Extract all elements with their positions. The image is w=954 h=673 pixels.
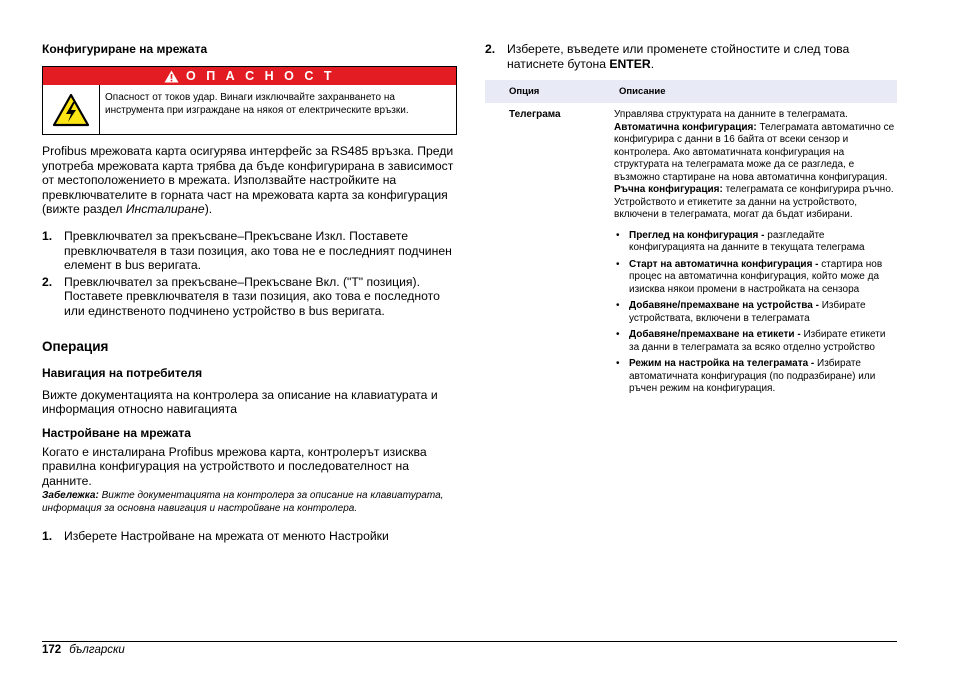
heading-navigation: Навигация на потребителя bbox=[42, 365, 203, 380]
description-text: телеграмата се конфигурира ръчно. Устройството и етикетите за данни на устройството, включени в телеграмата, могат да бъдат избирани. bbox=[614, 184, 894, 221]
intro-text-end: ). bbox=[204, 202, 213, 217]
bullet-text: Избирате етикети за данни в телеграмата за всяко отделно устройство bbox=[629, 329, 886, 353]
bullet-text: Избирате автоматичната конфигурация (по подразбиране) или ръчен режим на конфигурация. bbox=[629, 358, 876, 395]
options-table bbox=[485, 80, 897, 222]
step-text-end: . bbox=[650, 56, 655, 71]
page-number: 172 bbox=[42, 644, 62, 656]
list-item bbox=[614, 300, 897, 325]
step-text: Превключвател за прекъсване–Прекъсване Изкл. Поставете превключвателя в тази позиция, ако това не е последният подчинен елемент в bus веригата. bbox=[64, 228, 452, 273]
step-text: Превключвател за прекъсване–Прекъсване Вкл. ("T" позиция). Поставете превключвателя в тази позиция, ако това е последното или единственото подчинено устройство в bus веригата. bbox=[64, 274, 440, 318]
option-cell: Телеграма bbox=[509, 109, 561, 121]
bullet-icon: • bbox=[616, 258, 620, 270]
heading-configure-network: Конфигуриране на мрежата bbox=[42, 42, 208, 56]
network-setup-text: Когато е инсталирана Profibus мрежова карта, контролерът изисква правилна конфигурация на устройството и последователност на данните. bbox=[42, 444, 427, 488]
column-header-option: Опция bbox=[485, 80, 614, 103]
list-item bbox=[42, 529, 457, 544]
bullet-label: Старт на автоматична конфигурация - bbox=[629, 258, 822, 270]
auto-config-label: Автоматична конфигурация: bbox=[614, 121, 757, 133]
page-footer bbox=[42, 643, 125, 657]
bullet-label: Добавяне/премахване на етикети - bbox=[629, 329, 804, 341]
bullet-text: стартира нов процес на автоматична конфигурация, който може да изисква някои промени в настройката на сензора bbox=[629, 258, 883, 295]
note bbox=[42, 489, 457, 515]
danger-box bbox=[42, 66, 457, 135]
note-label: Забележка: bbox=[42, 489, 99, 501]
list-item bbox=[614, 230, 897, 255]
description-text: Управлява структурата на данните в телеграмата. bbox=[614, 109, 848, 121]
danger-header bbox=[43, 67, 456, 85]
electrical-hazard-icon bbox=[43, 85, 100, 134]
table-row bbox=[485, 103, 897, 222]
bullet-icon: • bbox=[616, 300, 620, 312]
bullet-label: Режим на настройка на телеграмата - bbox=[629, 358, 818, 370]
bullet-text: Избирате устройствата, включени в телеграмата bbox=[629, 300, 866, 324]
intro-text: Profibus мрежовата карта осигурява интерфейс за RS485 връзка. Преди употреба мрежовата карта трябва да бъде конфигурирана в зависимост от местоположението в мрежата. Използвайте настройките на превключвателите в горната част на мрежовата карта за конфигурация (вижте раздел bbox=[42, 144, 454, 217]
list-item bbox=[485, 42, 897, 71]
step-number: 2. bbox=[42, 274, 53, 289]
bullet-list bbox=[485, 230, 897, 396]
warning-triangle-icon bbox=[164, 70, 179, 83]
bullet-label: Преглед на конфигурация - bbox=[629, 229, 768, 241]
list-item bbox=[614, 259, 897, 297]
bullet-icon: • bbox=[616, 358, 620, 370]
note-text: Вижте документацията на контролера за описание на клавиатурата, информация за основна навигация и настройване на контролера. bbox=[42, 489, 444, 514]
danger-text: Опасност от токов удар. Винаги изключвайте захранването на инструмента при изграждане на някоя от електрическите връзки. bbox=[105, 92, 409, 116]
danger-title: О П А С Н О С Т bbox=[186, 69, 335, 83]
step-text bbox=[507, 42, 897, 71]
footer-divider bbox=[42, 641, 897, 642]
right-column bbox=[485, 42, 897, 400]
description-text: Телеграмата автоматично се конфигурира с данни в 16 байта от всеки сензор и контролера. Ако автоматичната конфигурация на структурата на телеграмата може да се разгледа, е възможно стартиране на нова автоматична конфигурация. bbox=[614, 121, 895, 183]
step-text-part: Изберете, въведете или променете стойностите и след това натиснете бутона bbox=[507, 42, 850, 71]
left-column bbox=[42, 42, 457, 543]
bullet-label: Добавяне/премахване на устройства - bbox=[629, 300, 822, 312]
list-item bbox=[614, 329, 897, 354]
intro-paragraph bbox=[42, 144, 457, 217]
manual-config-label: Ръчна конфигурация: bbox=[614, 184, 723, 196]
column-header-description: Описание bbox=[614, 80, 897, 103]
bullet-text: разгледайте конфигурацията на данните в текущата телеграма bbox=[629, 229, 865, 254]
step-number: 1. bbox=[42, 528, 53, 543]
step-number: 2. bbox=[485, 42, 496, 56]
install-section-reference: Инсталиране bbox=[125, 202, 205, 217]
table-header-row bbox=[485, 80, 897, 103]
description-cell bbox=[614, 103, 897, 222]
bullet-icon: • bbox=[616, 329, 620, 341]
switch-steps bbox=[42, 229, 457, 319]
navigation-text: Вижте документацията на контролера за описание на клавиатурата и информация относно навигацията bbox=[42, 387, 438, 417]
step-number: 1. bbox=[42, 228, 53, 243]
list-item bbox=[42, 275, 457, 319]
list-item bbox=[614, 358, 897, 396]
heading-network-setup: Настройване на мрежата bbox=[42, 425, 191, 440]
enter-key-label: ENTER bbox=[609, 56, 651, 71]
footer-language: български bbox=[69, 644, 125, 656]
heading-operation: Операция bbox=[42, 338, 109, 354]
bullet-icon: • bbox=[616, 229, 620, 241]
step-text: Изберете Настройване на мрежата от менюто Настройки bbox=[64, 528, 389, 543]
list-item bbox=[42, 229, 457, 273]
